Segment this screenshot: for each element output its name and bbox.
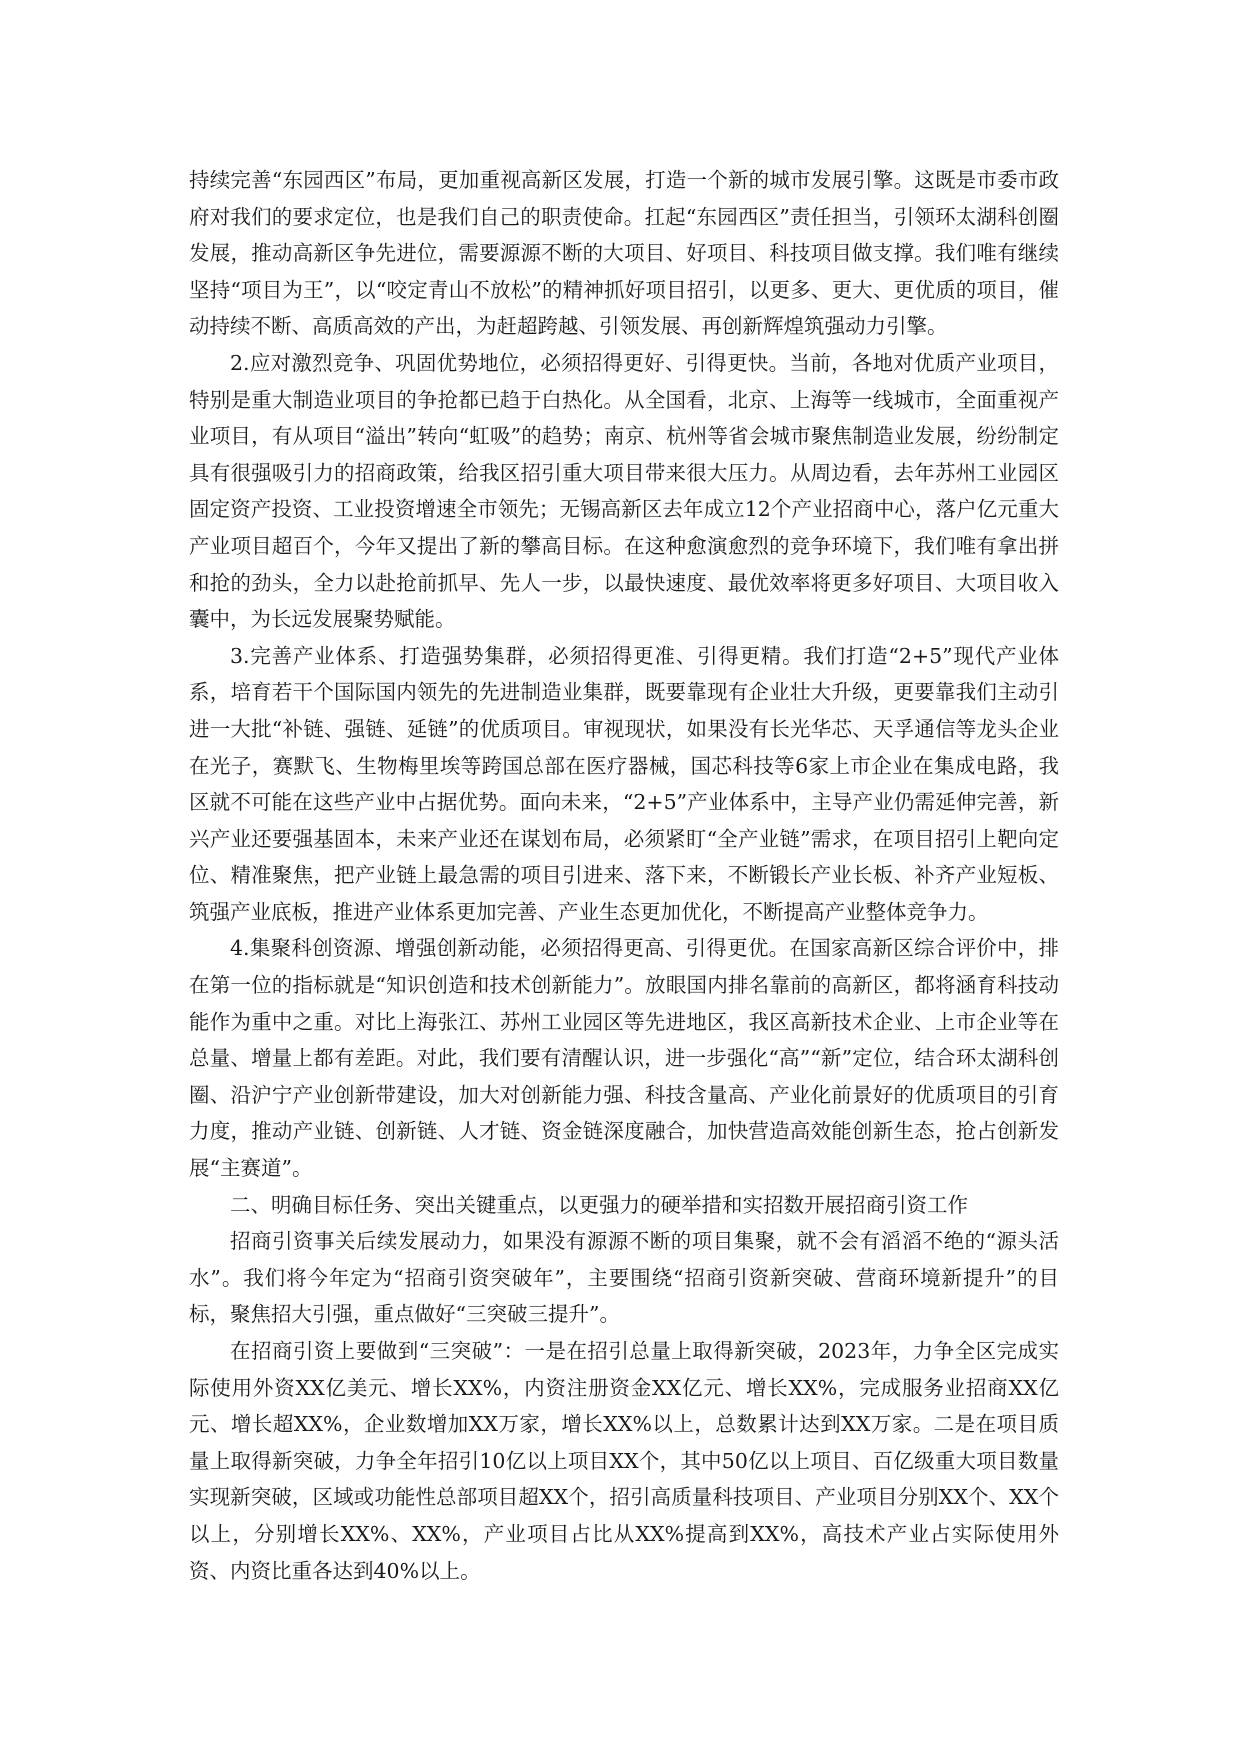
paragraph: 4.集聚科创资源、增强创新动能，必须招得更高、引得更优。在国家高新区综合评价中，排在第一位的指标就是“知识创造和技术创新能力”。放眼国内排名靠前的高新区，都将涵育科技动能作为重中之重。对比上海张江、苏州工业园区等先进地区，我区高新技术企业、上市企业等在总量、增量上都有差距。对此，我们要有清醒认识，进一步强化“高”“新”定位，结合环太湖科创圈、沿沪宁产业创新带建设，加大对创新能力强、科技含量高、产业化前景好的优质项目的引育力度，推动产业链、创新链、人才链、资金链深度融合，加快营造高效能创新生态，抢占创新发展“主赛道”。 xyxy=(189,936,1059,1181)
paragraph: 2.应对激烈竞争、巩固优势地位，必须招得更好、引得更快。当前，各地对优质产业项目，特别是重大制造业项目的争抢都已趋于白热化。从全国看，北京、上海等一线城市，全面重视产业项目，有从项目“溢出”转向“虹吸”的趋势；南京、杭州等省会城市聚焦制造业发展，纷纷制定具有很强吸引力的招商政策，给我区招引重大项目带来很大压力。从周边看，去年苏州工业园区固定资产投资、工业投资增速全市领先；无锡高新区去年成立12个产业招商中心，落户亿元重大产业项目超百个，今年又提出了新的攀高目标。在这种愈演愈烈的竞争环境下，我们唯有拿出拼和抢的劲头，全力以赴抢前抓早、先人一步，以最快速度、最优效率将更多好项目、大项目收入囊中，为长远发展聚势赋能。 xyxy=(189,350,1059,632)
paragraph: 持续完善“东园西区”布局，更加重视高新区发展，打造一个新的城市发展引擎。这既是市委市政府对我们的要求定位，也是我们自己的职责使命。扛起“东园西区”责任担当，引领环太湖科创圈发展，推动高新区争先进位，需要源源不断的大项目、好项目、科技项目做支撑。我们唯有继续坚持“项目为王”，以“咬定青山不放松”的精神抓好项目招引，以更多、更大、更优质的项目，催动持续不断、高质高效的产出，为赶超跨越、引领发展、再创新辉煌筑强动力引擎。 xyxy=(189,168,1059,339)
document-body xyxy=(189,162,1059,1589)
paragraph: 招商引资事关后续发展动力，如果没有源源不断的项目集聚，就不会有滔滔不绝的“源头活水”。我们将今年定为“招商引资突破年”，主要围绕“招商引资新突破、营商环境新提升”的目标，聚焦招大引强，重点做好“三突破三提升”。 xyxy=(189,1229,1059,1327)
section-heading: 二、明确目标任务、突出关键重点，以更强力的硬举措和实招数开展招商引资工作 xyxy=(230,1192,968,1217)
paragraph: 3.完善产业体系、打造强势集群，必须招得更准、引得更精。我们打造“2+5”现代产业体系，培育若干个国际国内领先的先进制造业集群，既要靠现有企业壮大升级，更要靠我们主动引进一大批“补链、强链、延链”的优质项目。审视现状，如果没有长光华芯、天孚通信等龙头企业在光子，赛默飞、生物梅里埃等跨国总部在医疗器械，国芯科技等6家上市企业在集成电路，我区就不可能在这些产业中占据优势。面向未来，“2+5”产业体系中，主导产业仍需延伸完善，新兴产业还要强基固本，未来产业还在谋划布局，必须紧盯“全产业链”需求，在项目招引上靶向定位、精准聚焦，把产业链上最急需的项目引进来、落下来，不断锻长产业长板、补齐产业短板、筑强产业底板，推进产业体系更加完善、产业生态更加优化，不断提高产业整体竞争力。 xyxy=(189,643,1059,924)
paragraph: 在招商引资上要做到“三突破”：一是在招引总量上取得新突破，2023年，力争全区完成实际使用外资XX亿美元、增长XX%，内资注册资金XX亿元、增长XX%，完成服务业招商XX亿元、增长超XX%，企业数增加XX万家，增长XX%以上，总数累计达到XX万家。二是在项目质量上取得新突破，力争全年招引10亿以上项目XX个，其中50亿以上项目、百亿级重大项目数量实现新突破，区域或功能性总部项目超XX个，招引高质量科技项目、产业项目分别XX个、XX个以上，分别增长XX%、XX%，产业项目占比从XX%提高到XX%，高技术产业占实际使用外资、内资比重各达到40%以上。 xyxy=(189,1339,1059,1583)
